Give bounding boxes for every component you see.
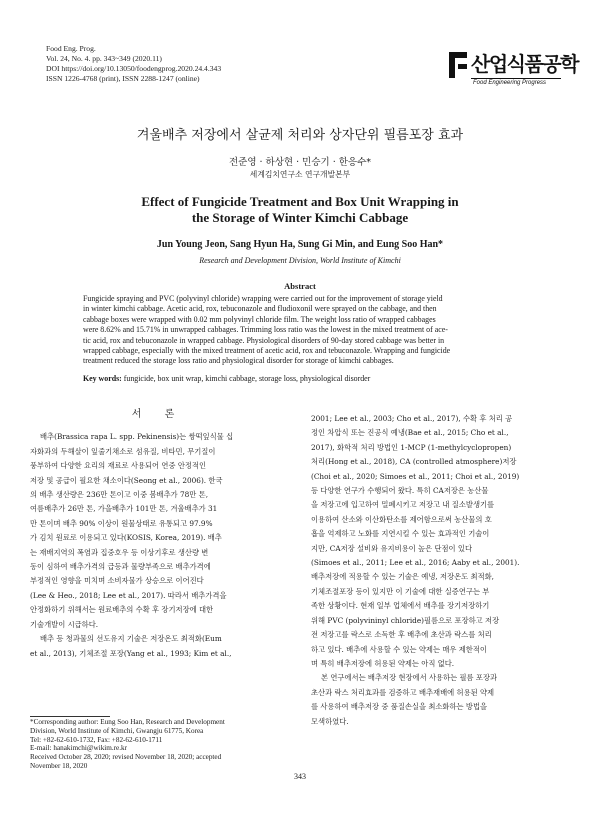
abstract-line: tic acid, rox and tebuconazole in wrapped cabbage. Physiological disorders of 90-day stored cabbage was better in (83, 335, 445, 345)
body-line: 풍부하여 다양한 요리의 재료로 사용되어 연중 안정적인 (30, 461, 207, 471)
authors-korean: 전준영 · 하상현 · 민승기 · 한응수* (228, 157, 372, 168)
section-heading: 서 론 (131, 409, 185, 420)
meta-line: ISSN 1226-4768 (print), ISSN 2288-1247 (online) (46, 74, 200, 83)
paragraph (30, 632, 286, 661)
logo-mark-icon (449, 52, 467, 78)
body-line: 안정화하기 위해서는 원료배추의 수확 후 장기저장에 대한 (30, 605, 214, 615)
affiliation-korean: 세계김치연구소 연구개발본부 (249, 170, 351, 179)
keywords-list: fungicide, box unit wrap, kimchi cabbage, storage loss, physiological disorder (123, 374, 371, 383)
body-line: 자화과의 두해살이 잎줄기채소로 섬유질, 비타민, 무기질이 (30, 446, 216, 456)
abstract-line: treatment reduced the storage loss ratio and physiological disorder for storage of kimchi cabbages. (83, 356, 394, 366)
footnote-line: Tel: +82-62-610-1732, Fax: +82-62-610-1711 (30, 735, 163, 744)
keywords-label: Key words: (83, 374, 122, 383)
body-column-left (30, 408, 286, 661)
body-line: 2001; Lee et al., 2003; Cho et al., 2017), 수확 후 처리 공 (311, 414, 513, 423)
body-line: 며 특히 배추저장에 허용된 약제는 아직 없다. (311, 658, 455, 668)
footnote-line: November 18, 2020 (30, 761, 88, 770)
body-line: 부정적인 영향을 미치며 소비자물가 상승으로 이어진다 (30, 576, 204, 586)
footnote-line: E-mail: hanakimchi@wikim.re.kr (30, 744, 128, 753)
body-line: 기술개발이 시급하다. (30, 619, 99, 629)
body-line: 만 톤이며 배추 90% 이상이 원물상태로 유통되고 97.9% (30, 518, 213, 528)
body-line: 족한 상황이다. 현재 일부 업체에서 배추를 장기저장하기 (311, 601, 490, 611)
body-line: 을 저장고에 입고하여 밀폐시키고 저장고 내 질소발생기를 (311, 500, 495, 510)
footnote-rule (30, 716, 110, 717)
abstract-line: cabbage boxes were wrapped with 0.02 mm polyvinyl chloride film. The weight loss ratio of wrapped cabbages (83, 314, 436, 324)
corresponding-author-footnote (30, 718, 286, 771)
body-line: 초산과 락스 처리효과를 검증하고 배추재배에 허용된 약제 (311, 687, 495, 697)
body-column-right (311, 412, 570, 729)
abstract-body (83, 294, 519, 367)
body-line: 정인 차압식 또는 진공식 예냉(Bae et al., 2015; Cho et al., (311, 428, 509, 438)
body-line: 기체조절포장 등이 있지만 이 기술에 대한 실증연구는 부 (311, 586, 490, 596)
paragraph (311, 412, 570, 671)
body-line: 지만, CA저장 설비와 유지비용이 높은 단점이 있다 (311, 543, 473, 553)
body-line: 여름배추가 26만 톤, 가을배추가 101만 톤, 겨울배추가 31 (30, 504, 218, 514)
title-english (0, 194, 600, 226)
authors-english: Jun Young Jeon, Sang Hyun Ha, Sung Gi Min, and Eung Soo Han* (156, 239, 444, 250)
body-line: 가 김치 원료로 이용되고 있다(KOSIS, Korea, 2019). 배추 (30, 533, 222, 543)
body-line: (Lee & Heo., 2018; Lee et al., 2017). 따라서 배추가격을 (30, 590, 227, 600)
body-line: 본 연구에서는 배추저장 현장에서 사용하는 필름 포장과 (321, 673, 498, 683)
logo-rule (471, 78, 561, 79)
journal-logo (449, 51, 578, 97)
body-line: 의 배추 생산량은 236만 톤이고 이중 봄배추가 78만 톤, (30, 490, 209, 500)
logo-text: 산업식품공학 (471, 52, 578, 76)
footnote-line: Division, World Institute of Kimchi, Gwangju 61775, Korea (30, 726, 204, 735)
body-line: (Choi et al., 2020; Simoes et al., 2011; Choi et al., 2019) (311, 471, 520, 481)
logo-subtitle: Food Engineering Progress (473, 80, 547, 86)
abstract-line: in winter kimchi cabbage. Acetic acid, rox, tebuconazole and fludioxonil were sprayed on the cabbage, and then (83, 304, 437, 314)
keywords (83, 374, 519, 383)
meta-line: DOI https://doi.org/10.13050/foodengprog.2020.24.4.343 (46, 64, 222, 73)
body-line: 는 재배지역의 폭염과 집중호우 등 이상기후로 생산량 변 (30, 547, 209, 557)
body-line: 배추 등 청과물의 선도유지 기술은 저장온도 최적화(Eum (40, 634, 222, 644)
body-line: 흡을 억제하고 노화를 지연시킬 수 있는 효과적인 기술이 (311, 529, 490, 539)
body-line: 저장 및 공급이 필요한 채소이다(Seong et al., 2006). 한국 (30, 475, 223, 485)
abstract-line: were 8.62% and 15.71% in unwrapped cabbages. Trimming loss ratio was the lowest in the mixed treatment of ace- (83, 325, 448, 335)
body-line: 배추저장에 적용할 수 있는 기술은 예냉, 저장온도 최적화, (311, 572, 494, 582)
journal-meta (46, 44, 346, 84)
body-line: 2017), 화학적 처리 방법인 1-MCP (1-methylcyclopropen) (311, 442, 512, 452)
page-number: 343 (294, 772, 306, 781)
body-line: (Simoes et al., 2011; Lee et al., 2016; Aaby et al., 2001). (311, 558, 520, 568)
footnote-line: Received October 28, 2020; revised November 18, 2020; accepted (30, 753, 222, 762)
body-line: 전 저장고를 락스로 소독한 후 배추에 초산과 락스를 처리 (311, 630, 492, 640)
meta-line: Food Eng. Prog. (46, 44, 96, 53)
body-line: 이용하여 산소와 이산화탄소를 제어함으로써 농산물의 호 (311, 514, 492, 524)
title-line: the Storage of Winter Kimchi Cabbage (191, 210, 409, 225)
abstract-heading: Abstract (284, 281, 316, 291)
body-line: et al., 2013), 기체조절 포장(Yang et al., 1993; Kim et al., (30, 648, 232, 658)
abstract-line: Fungicide spraying and PVC (polyvinyl chloride) wrapping were carried out for the improvement of storage yield (83, 294, 443, 303)
body-line: 하고 있다. 배추에 사용할 수 있는 약제는 매우 제한적이 (311, 644, 487, 654)
paragraph (311, 671, 570, 729)
body-line: 모색하였다. (311, 716, 349, 726)
body-line: 처리(Hong et al., 2018), CA (controlled atmosphere)저장 (311, 457, 517, 467)
body-line: 동이 심하여 배추가격의 급등과 물량부족으로 배추가격에 (30, 562, 211, 572)
title-line: Effect of Fungicide Treatment and Box Unit Wrapping in (141, 194, 459, 209)
title-korean: 겨울배추 저장에서 살균제 처리와 상자단위 필름포장 효과 (136, 128, 464, 143)
abstract-line: wrapped cabbage, especially with the mixed treatment of acetic acid, rox and tebuconazole. Wrapping and fungicide (83, 346, 451, 356)
body-line: 등 다양한 연구가 수행되어 왔다. 특히 CA저장은 농산물 (311, 486, 489, 496)
affiliation-english: Research and Development Division, World Institute of Kimchi (199, 256, 401, 265)
paragraph (30, 430, 286, 632)
footnote-line: *Corresponding author: Eung Soo Han, Research and Development (30, 718, 225, 726)
meta-line: Vol. 24, No. 4. pp. 343~349 (2020.11) (46, 54, 162, 63)
body-line: 를 사용하여 배추저장 중 품질손실을 최소화하는 방법을 (311, 702, 488, 712)
body-line: 배추(Brassica rapa L. spp. Pekinensis)는 쌍떡잎식물 십 (40, 432, 234, 442)
body-line: 위해 PVC (polyvininyl chloride)필름으로 포장하고 저장 (311, 615, 500, 625)
